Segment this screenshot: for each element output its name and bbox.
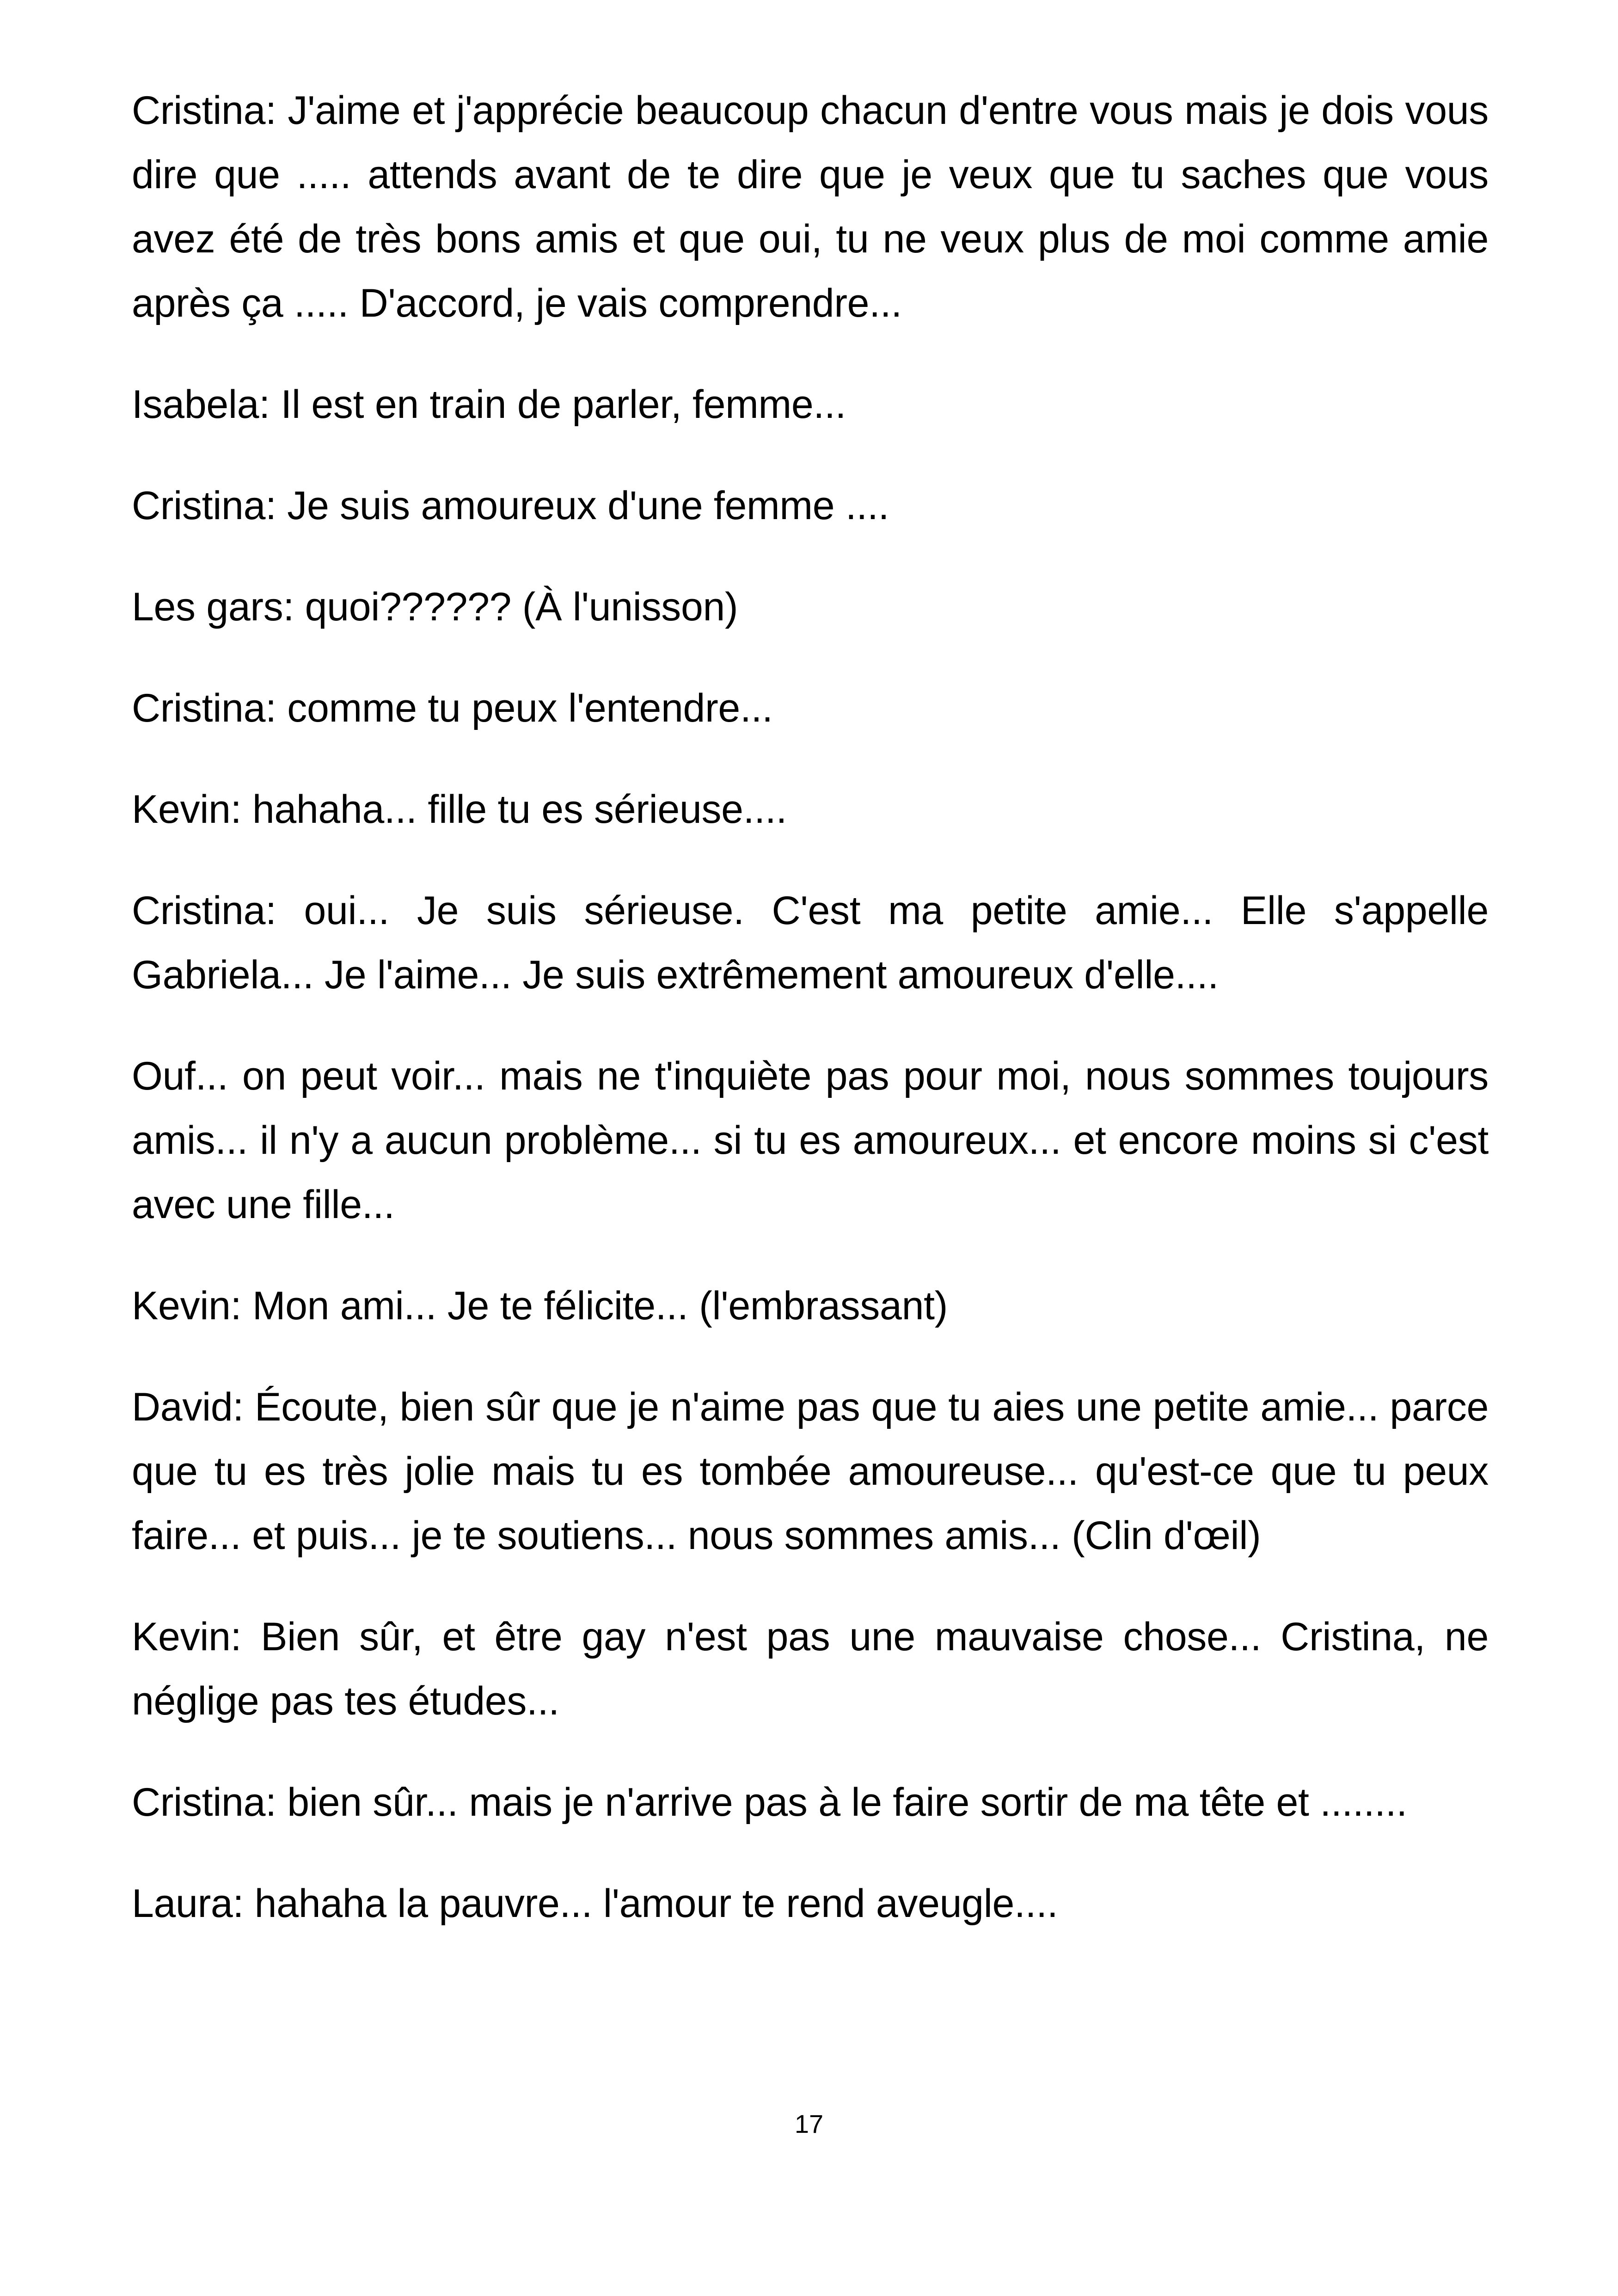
paragraph: Cristina: oui... Je suis sérieuse. C'est ma petite amie... Elle s'appelle Gabriela... Je l'aime... Je suis extrêmement amoureux d'elle.... — [132, 888, 1489, 997]
paragraph: Les gars: quoi?????? (À l'unisson) — [132, 585, 738, 629]
paragraph: Ouf... on peut voir... mais ne t'inquiète pas pour moi, nous sommes toujours amis... il n'y a aucun problème... si tu es amoureux... et encore moins si c'est avec une fille... — [132, 1054, 1489, 1227]
paragraph: Kevin: hahaha... fille tu es sérieuse.... — [132, 787, 787, 832]
page-body — [132, 79, 1489, 1973]
paragraph: Isabela: Il est en train de parler, femme... — [132, 382, 846, 427]
paragraph: Kevin: Bien sûr, et être gay n'est pas une mauvaise chose... Cristina, ne néglige pas tes études... — [132, 1615, 1489, 1723]
page-number: 17 — [794, 2109, 824, 2138]
paragraph: Cristina: comme tu peux l'entendre... — [132, 686, 773, 730]
paragraph: Cristina: J'aime et j'apprécie beaucoup chacun d'entre vous mais je dois vous dire que ..... attends avant de te dire que je veux que tu saches que vous avez été de très bons amis et que oui, tu ne veux plus de moi comme amie après ça ..... D'accord, je vais comprendre... — [132, 88, 1489, 325]
paragraph: David: Écoute, bien sûr que je n'aime pas que tu aies une petite amie... parce que tu es très jolie mais tu es tombée amoureuse... qu'est-ce que tu peux faire... et puis... je te soutiens... nous sommes amis... (Clin d'œil) — [132, 1385, 1489, 1558]
paragraph: Cristina: Je suis amoureux d'une femme .... — [132, 484, 889, 528]
paragraph: Laura: hahaha la pauvre... l'amour te rend aveugle.... — [132, 1881, 1058, 1926]
paragraph: Kevin: Mon ami... Je te félicite... (l'embrassant) — [132, 1284, 948, 1328]
paragraph: Cristina: bien sûr... mais je n'arrive pas à le faire sortir de ma tête et ........ — [132, 1780, 1407, 1825]
